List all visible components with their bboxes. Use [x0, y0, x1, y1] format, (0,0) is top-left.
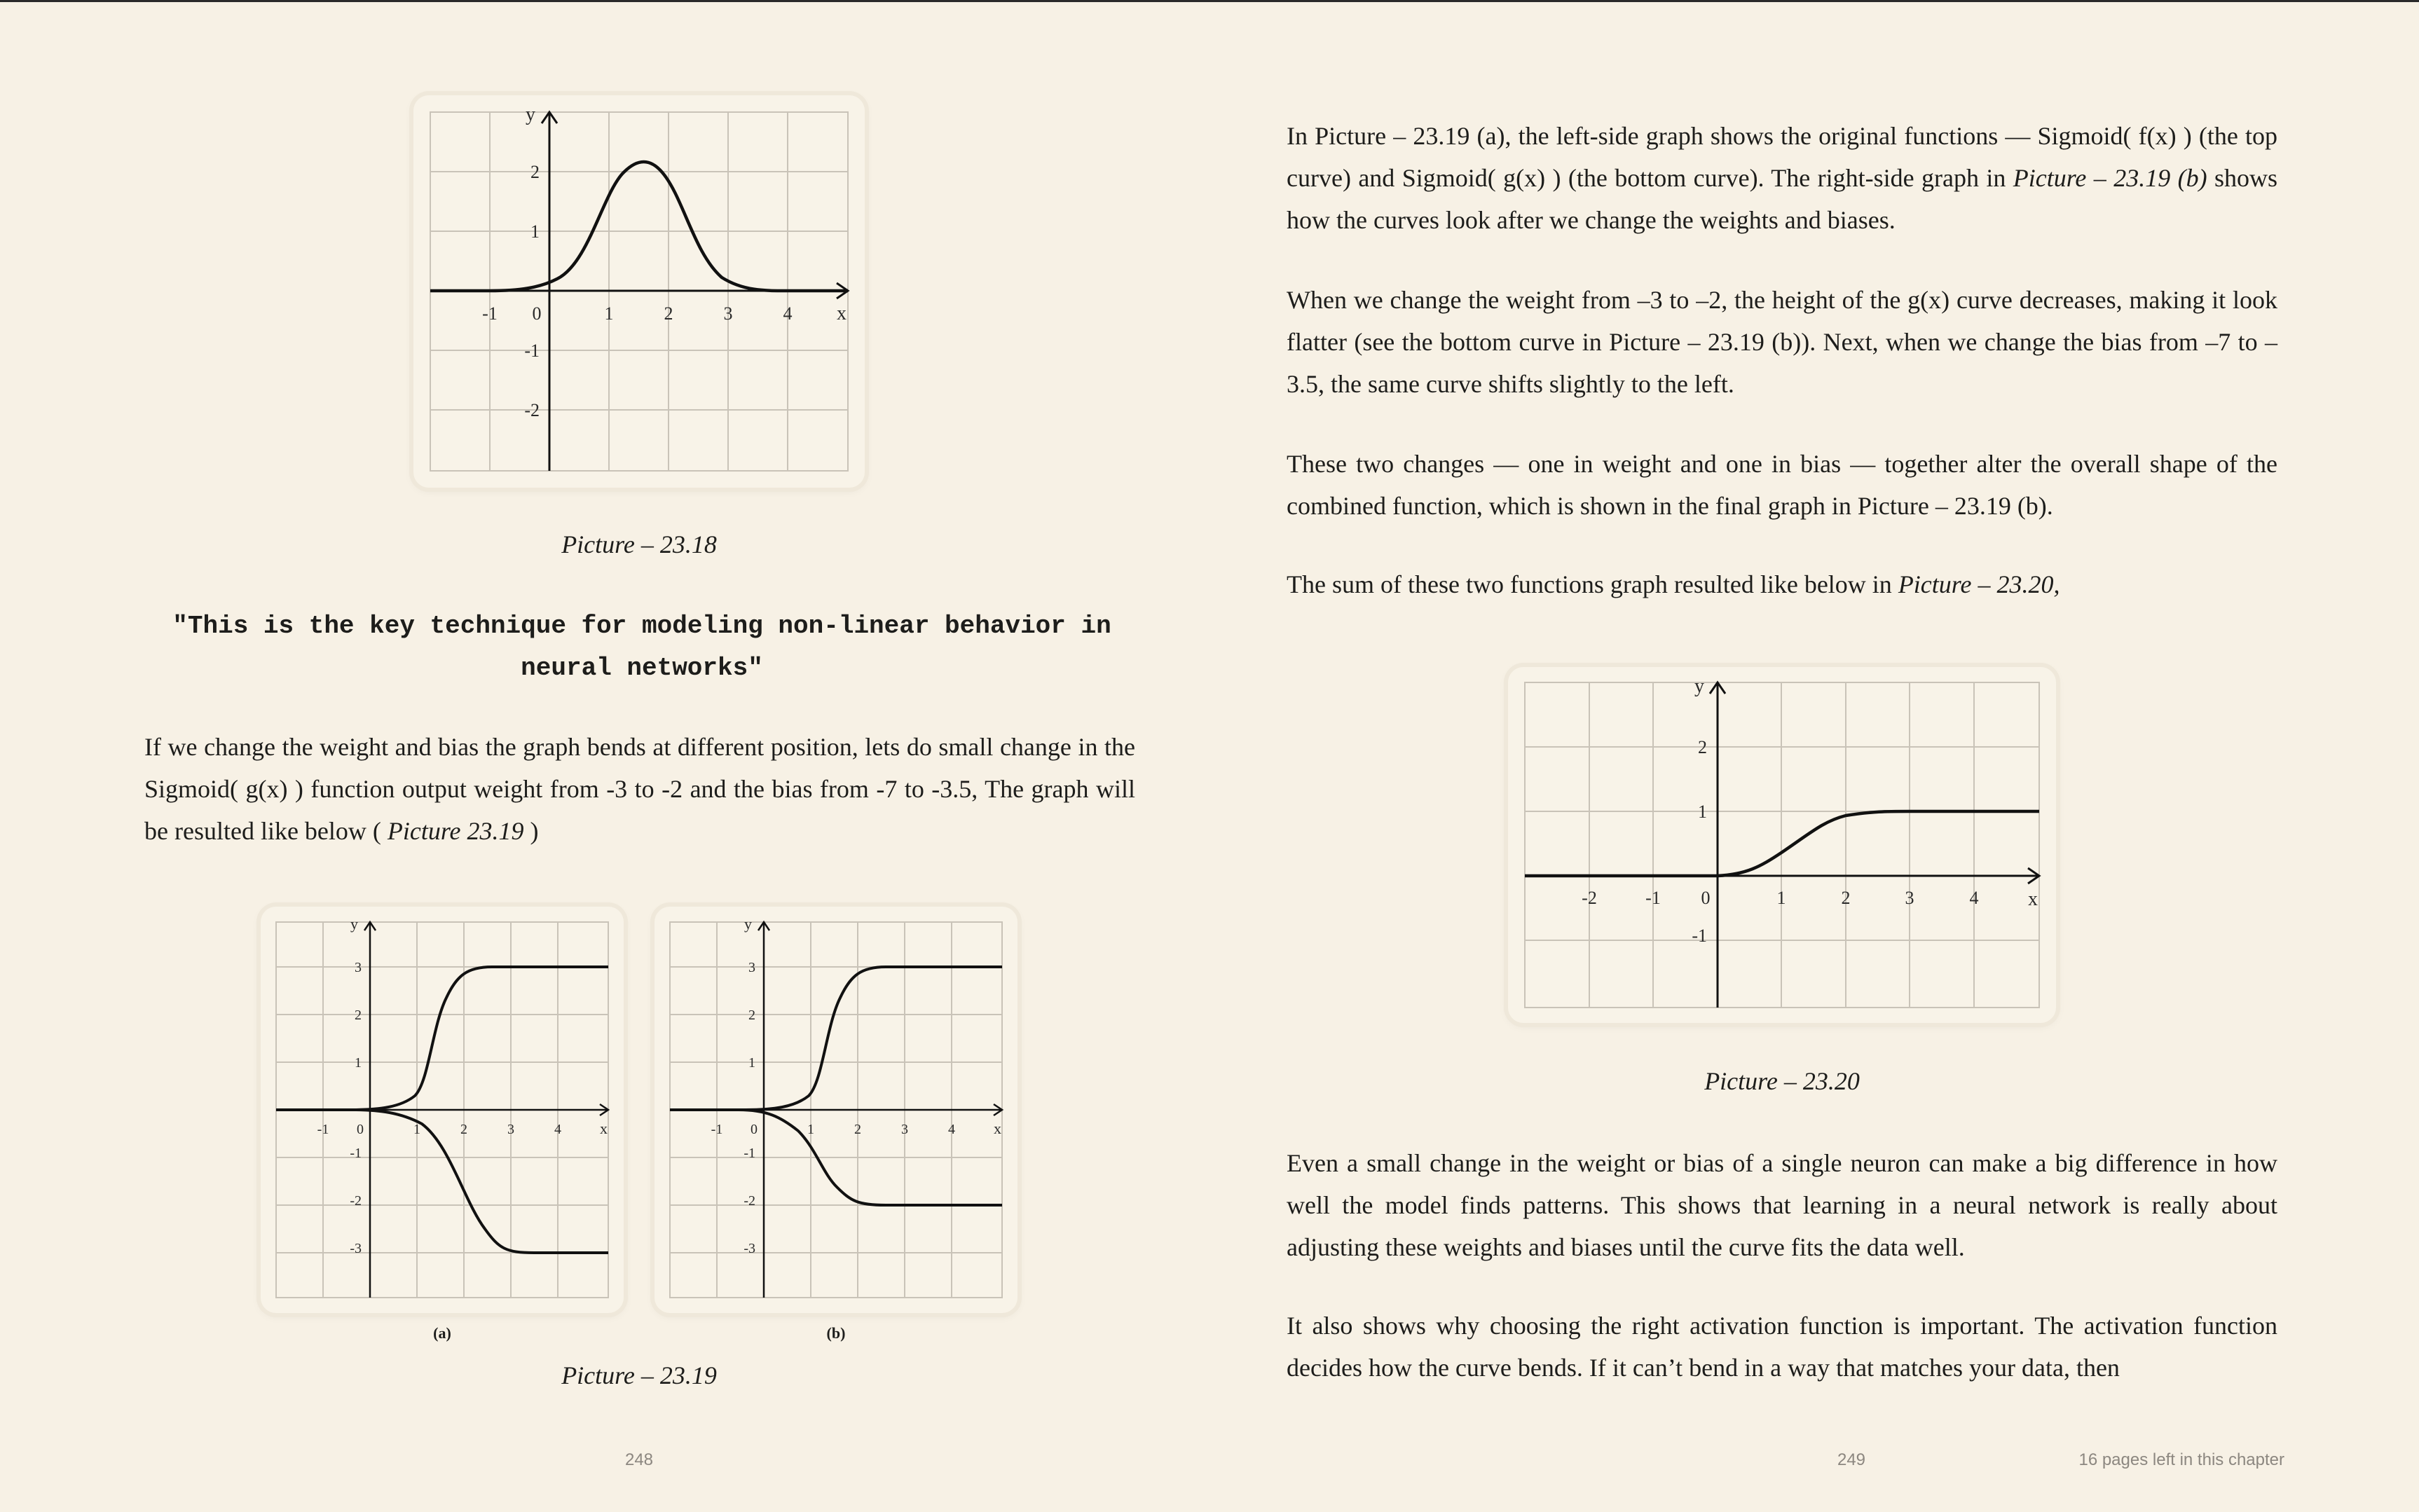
x-tick: 3 — [901, 1122, 908, 1137]
x-tick: 4 — [948, 1122, 955, 1137]
figure-23-19-b — [655, 907, 1017, 1313]
paragraph-text: In Picture – 23.19 (a), the left-side graph shows the original functions — Sigmoid( f(x) ) (the top curve) and Sigmoid( g(x) ) (the bottom curve). The right-side graph in — [1287, 122, 2277, 192]
paragraph-weight-bias — [144, 726, 1135, 852]
x-tick: 4 — [783, 303, 793, 324]
paragraph-text: When we change the weight from –3 to –2, the height of the g(x) curve decreases, making it look flatter (see the bottom curve in Picture – 23.19 (b)). Next, when we change the bias from –7 to –3.5, the same curve shifts slightly to the left. — [1287, 286, 2277, 398]
paragraph-1 — [1287, 115, 2277, 241]
x-tick: 0 — [1701, 888, 1711, 908]
paragraph-text: It also shows why choosing the right activation function is important. The activation function decides how the curve bends. If it can’t bend in a way that matches your data, then — [1287, 1312, 2277, 1382]
y-axis-label: y — [744, 915, 752, 933]
paragraph-text: ) — [523, 817, 539, 845]
paragraph-text: The sum of these two functions graph resulted like below in — [1287, 570, 1898, 598]
x-tick: -1 — [317, 1122, 329, 1137]
y-tick: -3 — [743, 1241, 755, 1256]
graph-23-19-a — [261, 907, 624, 1313]
paragraph-ref: Picture 23.19 — [387, 817, 524, 845]
y-axis-label: y — [1694, 675, 1704, 697]
x-tick: 1 — [604, 303, 614, 324]
x-tick: -1 — [482, 303, 498, 324]
figure-23-18 — [413, 95, 865, 488]
paragraph-5 — [1287, 1142, 2277, 1268]
caption-23-20: Picture – 23.20 — [1704, 1067, 1860, 1095]
x-tick: 4 — [554, 1122, 561, 1137]
x-tick: 1 — [413, 1122, 420, 1137]
graph-23-19-b — [655, 907, 1017, 1313]
y-tick: -1 — [350, 1146, 362, 1161]
y-axis-label: y — [526, 104, 535, 125]
figure-23-19-a — [261, 907, 624, 1313]
paragraph-2 — [1287, 279, 2277, 405]
x-tick: 3 — [1905, 888, 1914, 908]
x-tick: 1 — [807, 1122, 814, 1137]
key-quote: "This is the key technique for modeling non-linear behavior in neural networks" — [172, 612, 1111, 682]
sublabel-b: (b) — [826, 1324, 846, 1342]
x-tick: 2 — [460, 1122, 467, 1137]
y-tick: 2 — [530, 162, 540, 182]
paragraph-text: Even a small change in the weight or bias of a single neuron can make a big difference in how well the model finds patterns. This shows that learning in a neural network is really about adjusting these weights and biases until the curve fits the data well. — [1287, 1149, 2277, 1261]
paragraph-ref: Picture – 23.19 (b) — [2013, 164, 2207, 192]
y-tick: 1 — [1698, 802, 1707, 822]
right-page — [1210, 0, 2419, 1512]
bump-curve — [430, 162, 848, 291]
paragraph-3 — [1287, 443, 2277, 527]
graph-23-18 — [413, 95, 865, 488]
x-tick: 2 — [854, 1122, 861, 1137]
x-tick: 4 — [1969, 888, 1979, 908]
paragraph-text: shows how the curves look after we change the weights and biases. — [1287, 164, 2277, 234]
y-tick: 2 — [355, 1008, 362, 1023]
graph-23-20 — [1508, 667, 2056, 1023]
x-tick: -1 — [711, 1122, 723, 1137]
page-number-left: 248 — [624, 1450, 654, 1469]
y-ticks — [743, 960, 755, 1256]
x-ticks — [317, 1122, 561, 1137]
x-axis-label: x — [2028, 888, 2038, 910]
x-ticks — [1582, 888, 1978, 908]
caption-23-18: Picture – 23.18 — [561, 530, 717, 558]
x-tick: 0 — [532, 303, 542, 324]
y-tick: -1 — [743, 1146, 755, 1161]
x-tick: -2 — [1582, 888, 1597, 908]
figure-23-20 — [1508, 667, 2056, 1023]
y-axis-label: y — [350, 915, 358, 933]
y-tick: 1 — [530, 221, 540, 242]
x-tick: 0 — [357, 1122, 364, 1137]
x-tick: 2 — [1841, 888, 1851, 908]
y-tick: 3 — [355, 960, 362, 975]
paragraph-text: If we change the weight and bias the graph bends at different position, lets do small change in the Sigmoid( g(x) ) function output weight from -3 to -2 and the bias from -7 to -3.5, The graph will be resulted like below ( — [144, 733, 1135, 845]
pages-left-indicator: 16 pages left in this chapter — [2078, 1450, 2284, 1469]
page-number-right: 249 — [1837, 1450, 1866, 1469]
x-axis-label: x — [837, 303, 847, 324]
x-tick: 0 — [751, 1122, 758, 1137]
x-ticks — [482, 303, 792, 324]
x-tick: 2 — [664, 303, 673, 324]
x-tick: 3 — [507, 1122, 514, 1137]
y-tick: -1 — [524, 341, 540, 361]
y-tick: 1 — [355, 1055, 362, 1071]
y-tick: -2 — [524, 400, 540, 420]
x-tick: 1 — [1776, 888, 1786, 908]
x-tick: 3 — [723, 303, 733, 324]
y-tick: -3 — [350, 1241, 362, 1256]
y-ticks — [350, 960, 362, 1256]
paragraph-4 — [1287, 563, 2277, 605]
caption-23-19: Picture – 23.19 — [561, 1361, 717, 1389]
y-tick: 1 — [748, 1055, 755, 1071]
y-tick: -2 — [743, 1193, 755, 1209]
grid — [1525, 682, 2039, 1008]
x-tick: -1 — [1645, 888, 1661, 908]
y-tick: -2 — [350, 1193, 362, 1209]
y-tick: 3 — [748, 960, 755, 975]
y-tick: 2 — [748, 1008, 755, 1023]
paragraph-text: These two changes — one in weight and one in bias — together alter the overall shape of the combined function, which is shown in the final graph in Picture – 23.19 (b). — [1287, 450, 2277, 520]
x-axis-label: x — [600, 1120, 608, 1137]
y-tick: -1 — [1692, 926, 1707, 946]
paragraph-6 — [1287, 1305, 2277, 1389]
x-axis-label: x — [994, 1120, 1001, 1137]
sublabel-a: (a) — [433, 1324, 451, 1342]
paragraph-ref: Picture – 23.20, — [1898, 570, 2060, 598]
x-ticks — [711, 1122, 955, 1137]
y-ticks — [1692, 737, 1707, 946]
y-tick: 2 — [1698, 737, 1707, 757]
